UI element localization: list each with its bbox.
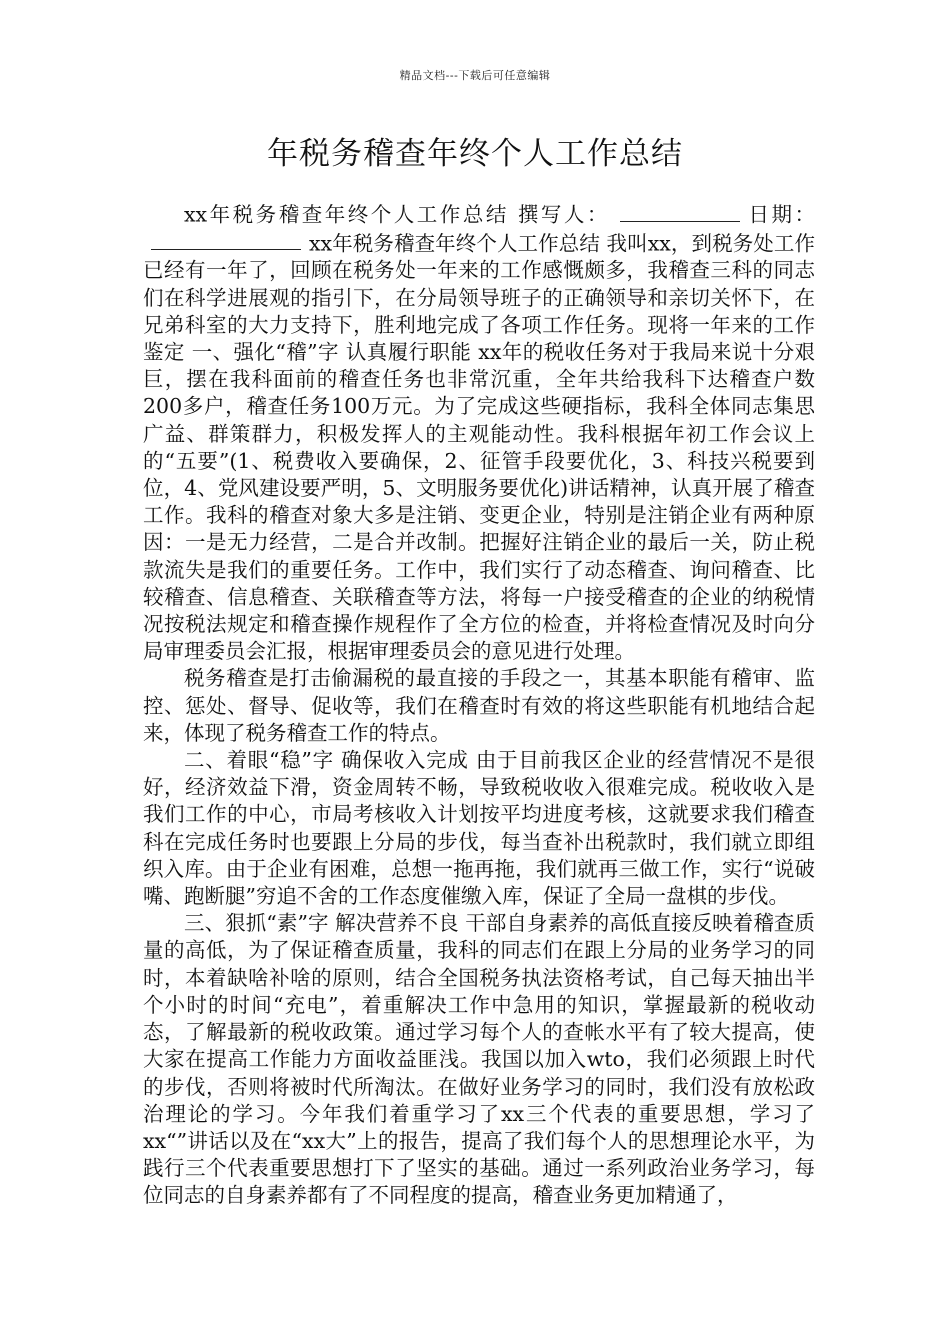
header-note: 精品文档---下载后可任意编辑 [399, 69, 551, 82]
document-body [143, 200, 815, 1210]
body-paragraph: 税务稽查是打击偷漏税的最直接的手段之一，其基本职能有稽审、监控、惩处、督导、促收等，我们在稽查时有效的将这些职能有机地结合起来，体现了税务稽查工作的特点。 [143, 666, 815, 745]
date-label: 日期： [745, 202, 816, 227]
intro-lead: xx年税务稽查年终个人工作总结 撰写人： [184, 202, 610, 227]
body-paragraph: 三、狠抓“素”字 解决营养不良 干部自身素养的高低直接反映着稽查质量的高低，为了保证稽查质量，我科的同志们在跟上分局的业务学习的同时，本着缺啥补啥的原则，结合全国税务执法资格考试，自己每天抽出半个小时的时间“充电”，着重解决工作中急用的知识，掌握最新的税收动态，了解最新的税收政策。通过学习每个人的查帐水平有了较大提高，使大家在提高工作能力方面收益匪浅。我国以加入wto，我们必须跟上时代的步伐，否则将被时代所淘汰。在做好业务学习的同时，我们没有放松政治理论的学习。今年我们着重学习了xx三个代表的重要思想，学习了xx“”讲话以及在“xx大”上的报告，提高了我们每个人的思想理论水平，为践行三个代表重要思想打下了坚实的基础。通过一系列政治业务学习，每位同志的自身素养都有了不同程度的提高，稽查业务更加精通了， [143, 911, 815, 1208]
date-blank-field [151, 229, 301, 251]
intro-rest: xx年税务稽查年终个人工作总结 我叫xx，到税务处工作已经有一年了，回顾在税务处一年来的工作感慨颇多，我稽查三科的同志们在科学进展观的指引下，在分局领导班子的正确领导和亲切关怀下，在兄弟科室的大力支持下，胜利地完成了各项工作任务。现将一年来的工作鉴定 一、强化“稽”字 认真履行职能 xx年的税收任务对于我局来说十分艰巨，摆在我科面前的稽查任务也非常沉重，全年共给我科下达稽查户数200多户，稽查任务100万元。为了完成这些硬指标，我科全体同志集思广益、群策群力，积极发挥人的主观能动性。我科根据年初工作会议上的“五要”(1、税费收入要确保，2、征管手段要优化，3、科技兴税要到位，4、党风建设要严明，5、文明服务要优化)讲话精神，认真开展了稽查工作。我科的稽查对象大多是注销、变更企业，特别是注销企业有两种原因：一是无力经营，二是合并改制。把握好注销企业的最后一关，防止税款流失是我们的重要任务。工作中，我们实行了动态稽查、询问稽查、比较稽查、信息稽查、关联稽查等方法，将每一户接受稽查的企业的纳税情况按税法规定和稽查操作规程作了全方位的检查，并将检查情况及时向分局审理委员会汇报，根据审理委员会的意见进行处理。 [143, 231, 815, 664]
intro-paragraph [143, 200, 815, 665]
body-paragraph: 二、着眼“稳”字 确保收入完成 由于目前我区企业的经营情况不是很好，经济效益下滑，资金周转不畅，导致税收收入很难完成。税收收入是我们工作的中心，市局考核收入计划按平均进度考核，这就要求我们稽查科在完成任务时也要跟上分局的步伐，每当查补出税款时，我们就立即组织入库。由于企业有困难，总想一拖再拖，我们就再三做工作，实行“说破嘴、跑断腿”穷追不舍的工作态度催缴入库，保证了全局一盘棋的步伐。 [143, 748, 815, 909]
author-blank-field [620, 200, 740, 222]
document-title: 年税务稽查年终个人工作总结 [267, 136, 683, 172]
